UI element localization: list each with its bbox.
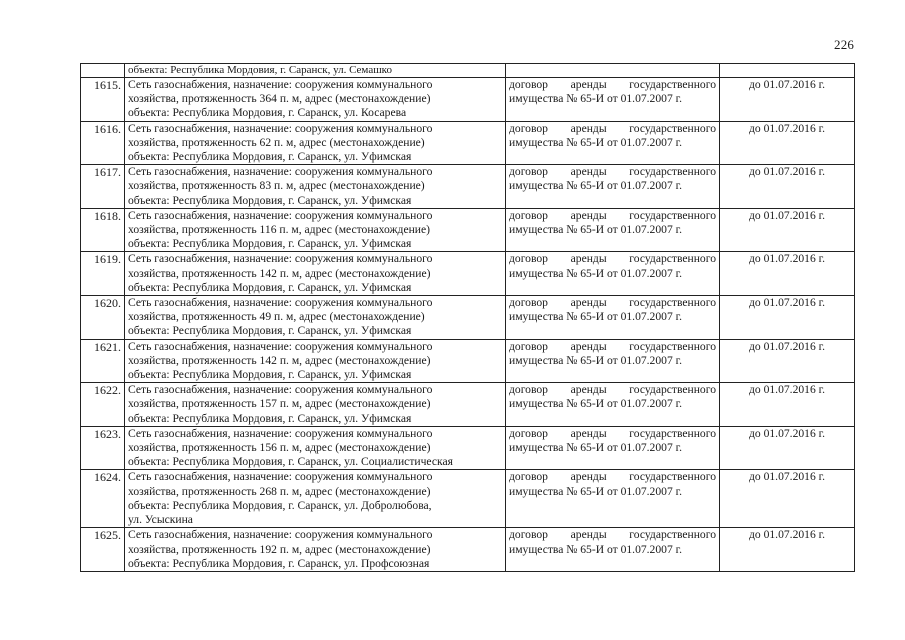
description-line: ул. Усыскина	[128, 513, 193, 527]
description-line: хозяйства, протяженность 49 п. м, адрес (местонахождение)	[128, 310, 425, 324]
term-cell	[720, 64, 855, 78]
description-line: хозяйства, протяженность 142 п. м, адрес (местонахождение)	[128, 266, 431, 280]
description-line: хозяйства, протяженность 83 п. м, адрес (местонахождение)	[128, 179, 425, 193]
table-row	[81, 426, 855, 470]
description-line: объекта: Республика Мордовия, г. Саранск, ул. Социалистическая	[128, 455, 453, 469]
term-cell: до 01.07.2016 г.	[720, 208, 855, 252]
object-description-cell	[125, 208, 506, 252]
term-cell: до 01.07.2016 г.	[720, 383, 855, 427]
row-number-cell: 1625.	[81, 528, 125, 572]
table-row	[81, 208, 855, 252]
row-number-cell: 1624.	[81, 470, 125, 528]
description-line: Сеть газоснабжения, назначение: сооружения коммунального	[128, 426, 433, 440]
contract-cell: договор аренды государственного имущества № 65-И от 01.07.2007 г.	[506, 426, 720, 470]
page-number: 226	[834, 37, 855, 52]
contract-cell: договор аренды государственного имущества № 65-И от 01.07.2007 г.	[506, 165, 720, 209]
description-line: хозяйства, протяженность 142 п. м, адрес (местонахождение)	[128, 353, 431, 367]
contract-cell: договор аренды государственного имущества № 65-И от 01.07.2007 г.	[506, 470, 720, 528]
description-line: объекта: Республика Мордовия, г. Саранск, ул. Уфимская	[128, 324, 412, 338]
term-cell: до 01.07.2016 г.	[720, 165, 855, 209]
description-line: объекта: Республика Мордовия, г. Саранск, ул. Косарева	[128, 106, 407, 120]
description-line: Сеть газоснабжения, назначение: сооружения коммунального	[128, 252, 433, 266]
row-number-cell: 1617.	[81, 165, 125, 209]
term-cell: до 01.07.2016 г.	[720, 339, 855, 383]
description-line: Сеть газоснабжения, назначение: сооружения коммунального	[128, 208, 433, 222]
description-line: объекта: Республика Мордовия, г. Саранск, ул. Добролюбова,	[128, 498, 432, 512]
row-number-cell: 1618.	[81, 208, 125, 252]
contract-cell	[506, 64, 720, 78]
description-line: хозяйства, протяженность 156 п. м, адрес (местонахождение)	[128, 441, 431, 455]
term-cell: до 01.07.2016 г.	[720, 470, 855, 528]
contract-cell: договор аренды государственного имущества № 65-И от 01.07.2007 г.	[506, 121, 720, 165]
continued-row	[81, 64, 855, 78]
object-description-cell	[125, 252, 506, 296]
table-row	[81, 339, 855, 383]
row-number-cell: 1622.	[81, 383, 125, 427]
registry-body	[81, 64, 855, 572]
row-number-cell: 1619.	[81, 252, 125, 296]
row-number-cell	[81, 64, 125, 78]
description-line: хозяйства, протяженность 157 п. м, адрес (местонахождение)	[128, 397, 431, 411]
description-line: Сеть газоснабжения, назначение: сооружения коммунального	[128, 296, 433, 310]
term-cell: до 01.07.2016 г.	[720, 296, 855, 340]
table-row	[81, 528, 855, 572]
description-line: Сеть газоснабжения, назначение: сооружения коммунального	[128, 383, 433, 397]
description-line: хозяйства, протяженность 116 п. м, адрес (местонахождение)	[128, 223, 431, 237]
description-line: Сеть газоснабжения, назначение: сооружения коммунального	[128, 165, 433, 179]
contract-cell: договор аренды государственного имущества № 65-И от 01.07.2007 г.	[506, 383, 720, 427]
contract-cell: договор аренды государственного имущества № 65-И от 01.07.2007 г.	[506, 528, 720, 572]
table-row	[81, 296, 855, 340]
table-row	[81, 470, 855, 528]
description-line: объекта: Республика Мордовия, г. Саранск, ул. Профсоюзная	[128, 556, 430, 570]
description-line: хозяйства, протяженность 364 п. м, адрес (местонахождение)	[128, 92, 431, 106]
table-row	[81, 252, 855, 296]
term-cell: до 01.07.2016 г.	[720, 528, 855, 572]
table-row	[81, 78, 855, 122]
description-line: Сеть газоснабжения, назначение: сооружения коммунального	[128, 121, 433, 135]
object-description-cell	[125, 121, 506, 165]
contract-cell: договор аренды государственного имущества № 65-И от 01.07.2007 г.	[506, 339, 720, 383]
description-line: объекта: Республика Мордовия, г. Саранск, ул. Семашко	[128, 64, 392, 76]
object-description-cell	[125, 470, 506, 528]
object-description-cell	[125, 296, 506, 340]
object-description-cell	[125, 528, 506, 572]
description-line: объекта: Республика Мордовия, г. Саранск, ул. Уфимская	[128, 411, 412, 425]
row-number-cell: 1621.	[81, 339, 125, 383]
object-description-cell	[125, 339, 506, 383]
object-description-cell	[125, 78, 506, 122]
property-registry-table	[80, 63, 855, 572]
description-line: объекта: Республика Мордовия, г. Саранск, ул. Уфимская	[128, 237, 412, 251]
object-description-cell	[125, 165, 506, 209]
description-line: Сеть газоснабжения, назначение: сооружения коммунального	[128, 470, 433, 484]
description-line: Сеть газоснабжения, назначение: сооружения коммунального	[128, 528, 433, 542]
object-description-cell	[125, 426, 506, 470]
row-number-cell: 1615.	[81, 78, 125, 122]
description-line: Сеть газоснабжения, назначение: сооружения коммунального	[128, 339, 433, 353]
row-number-cell: 1623.	[81, 426, 125, 470]
description-line: объекта: Республика Мордовия, г. Саранск, ул. Уфимская	[128, 193, 412, 207]
table-row	[81, 165, 855, 209]
contract-cell: договор аренды государственного имущества № 65-И от 01.07.2007 г.	[506, 296, 720, 340]
contract-cell: договор аренды государственного имущества № 65-И от 01.07.2007 г.	[506, 252, 720, 296]
table-row	[81, 383, 855, 427]
description-line: хозяйства, протяженность 192 п. м, адрес (местонахождение)	[128, 542, 431, 556]
description-line: хозяйства, протяженность 62 п. м, адрес (местонахождение)	[128, 135, 425, 149]
row-number-cell: 1620.	[81, 296, 125, 340]
row-number-cell: 1616.	[81, 121, 125, 165]
description-line: хозяйства, протяженность 268 п. м, адрес (местонахождение)	[128, 484, 431, 498]
object-description-cell	[125, 383, 506, 427]
contract-cell: договор аренды государственного имущества № 65-И от 01.07.2007 г.	[506, 208, 720, 252]
term-cell: до 01.07.2016 г.	[720, 252, 855, 296]
object-description-cell	[125, 64, 506, 78]
term-cell: до 01.07.2016 г.	[720, 121, 855, 165]
term-cell: до 01.07.2016 г.	[720, 426, 855, 470]
term-cell: до 01.07.2016 г.	[720, 78, 855, 122]
description-line: объекта: Республика Мордовия, г. Саранск, ул. Уфимская	[128, 368, 412, 382]
table-row	[81, 121, 855, 165]
description-line: Сеть газоснабжения, назначение: сооружения коммунального	[128, 78, 433, 91]
contract-cell: договор аренды государственного имущества № 65-И от 01.07.2007 г.	[506, 78, 720, 122]
description-line: объекта: Республика Мордовия, г. Саранск, ул. Уфимская	[128, 280, 412, 294]
description-line: объекта: Республика Мордовия, г. Саранск, ул. Уфимская	[128, 150, 412, 164]
